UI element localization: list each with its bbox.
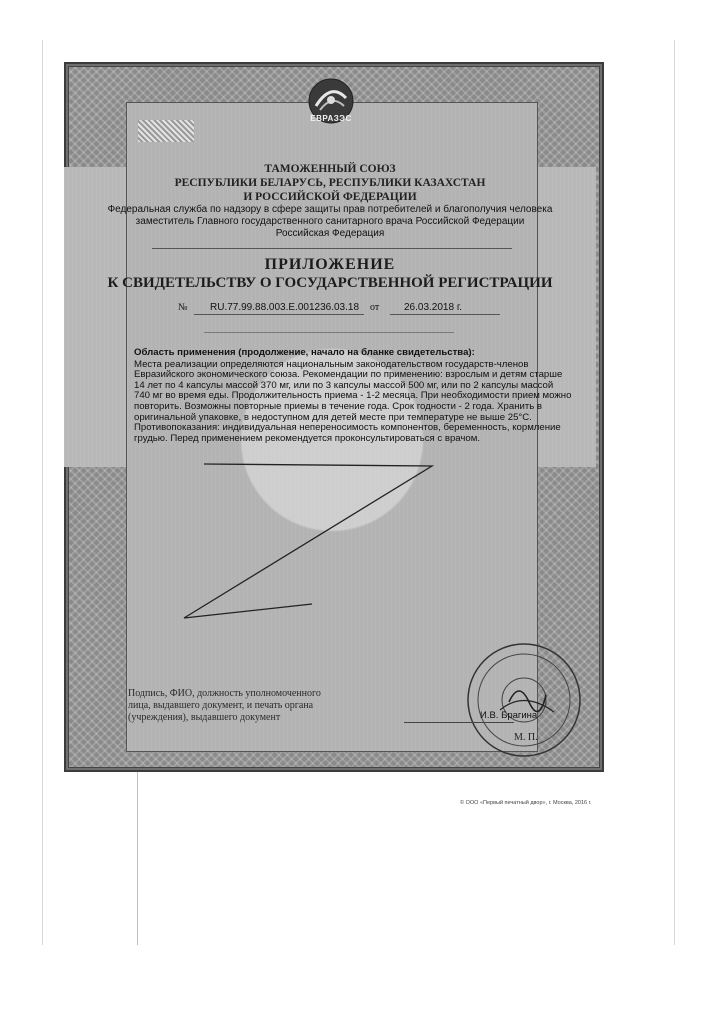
body-line: Евразийского экономического союза. Рекомендации по применению: взрослым и детям старше: [134, 369, 563, 381]
annex-subtitle: К СВИДЕТЕЛЬСТВУ О ГОСУДАРСТВЕННОЙ РЕГИСТРАЦИИ: [107, 275, 553, 291]
logo-text: ЕВРАЗЭС: [310, 114, 352, 123]
agency-line3: Российская Федерация: [275, 228, 385, 239]
date-prefix: от: [370, 302, 380, 313]
printer-note: © ООО «Первый печатный двор», г. Москва, 2016 г.: [460, 800, 592, 806]
body-line: 14 лет по 4 капсулы массой 370 мг, или по 3 капсулы массой 500 мг, или по 2 капсулы массой: [134, 379, 554, 391]
body-line: грудью. Перед применением рекомендуется проконсультироваться с врачом.: [134, 432, 481, 444]
scan-edge-right: [674, 40, 675, 945]
seal-place-label: М. П.: [514, 732, 538, 743]
union-title-line1: ТАМОЖЕННЫЙ СОЮЗ: [264, 163, 396, 175]
signature-caption: [128, 688, 321, 724]
registration-date: 26.03.2018 г.: [404, 302, 463, 313]
signature-line: [404, 722, 514, 723]
registration-number: RU.77.99.88.003.Е.001236.03.18: [210, 302, 360, 313]
agency-line1: Федеральная служба по надзору в сфере защиты прав потребителей и благополучия человека: [107, 204, 553, 215]
body-line: Противопоказания: индивидуальная непереносимость компонентов, беременность, кормление: [134, 422, 561, 434]
number-prefix: №: [178, 302, 188, 313]
body-line: 740 мг во время еды. Продолжительность приема - 1-2 месяца. При необходимости прием можно: [134, 390, 572, 402]
union-title-line2: РЕСПУБЛИКИ БЕЛАРУСЬ, РЕСПУБЛИКИ КАЗАХСТАН: [174, 177, 486, 189]
annex-title: ПРИЛОЖЕНИЕ: [264, 256, 396, 273]
signer-name: И.В. Брагина: [480, 710, 538, 721]
application-area-heading: Область применения (продолжение, начало на бланке свидетельства):: [134, 347, 475, 358]
certificate-sheet: [64, 62, 604, 772]
signature-caption-line3: (учреждения), выдавшего документ: [128, 712, 281, 723]
scan-edge-left: [42, 40, 43, 945]
body-line: Места реализации определяются национальным законодательством государств-членов: [134, 358, 529, 370]
signature-caption-line2: лица, выдавшего документ, и печать органа: [128, 700, 314, 711]
union-title-line3: И РОССИЙСКОЙ ФЕДЕРАЦИИ: [243, 191, 417, 203]
signature-caption-line1: Подпись, ФИО, должность уполномоченного: [128, 688, 321, 699]
agency-line2: заместитель Главного государственного санитарного врача Российской Федерации: [135, 216, 525, 227]
body-line: оригинальной упаковке, в недоступном для детей месте при температуре не выше 25°С.: [134, 411, 532, 423]
body-line: повторить. Возможны повторные приемы в течение года. Срок годности - 2 года. Хранить в: [134, 400, 543, 412]
